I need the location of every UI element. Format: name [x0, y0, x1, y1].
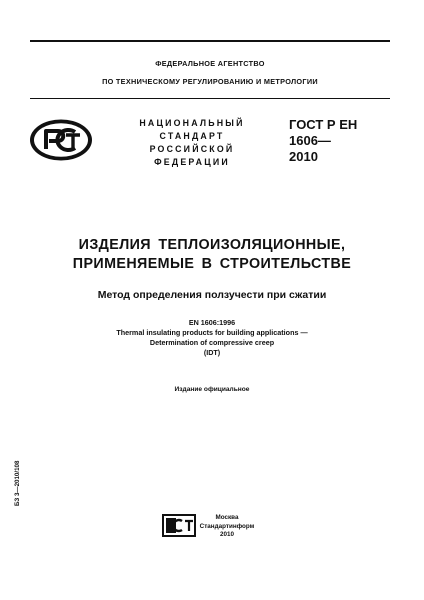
standard-designation — [289, 117, 389, 165]
national-line-3: РОССИЙСКОЙ — [149, 144, 235, 154]
designation-line-1: ГОСТ Р ЕН — [289, 117, 358, 132]
national-line-4: ФЕДЕРАЦИИ — [154, 157, 230, 167]
en-reference — [20, 318, 404, 358]
publisher-block — [196, 514, 258, 540]
rst-emblem-icon — [28, 118, 94, 162]
designation-line-2: 1606— — [289, 133, 331, 148]
national-line-2: СТАНДАРТ — [159, 131, 225, 141]
publisher-name: Стандартинформ — [199, 522, 255, 530]
agency-name: ФЕДЕРАЛЬНОЕ АГЕНТСТВО — [155, 59, 265, 68]
standartinform-logo-icon — [162, 514, 196, 537]
title-line-1: ИЗДЕЛИЯ ТЕПЛОИЗОЛЯЦИОННЫЕ, — [78, 237, 346, 253]
document-title — [20, 236, 404, 274]
title-line-2: ПРИМЕНЯЕМЫЕ В СТРОИТЕЛЬСТВЕ — [72, 256, 352, 272]
national-standard-label — [112, 117, 272, 169]
edition-label: Издание официальное — [174, 386, 250, 393]
agency-department: ПО ТЕХНИЧЕСКОМУ РЕГУЛИРОВАНИЮ И МЕТРОЛОГИИ — [102, 77, 318, 86]
en-line-4: (IDT) — [203, 348, 221, 357]
side-code: БЗ 3—2010/108 — [14, 460, 21, 506]
en-line-1: EN 1606:1996 — [188, 318, 236, 327]
document-subtitle: Метод определения ползучести при сжатии — [97, 289, 327, 301]
publisher-city: Москва — [215, 514, 239, 521]
national-line-1: НАЦИОНАЛЬНЫЙ — [139, 118, 245, 128]
en-line-3: Determination of compressive creep — [149, 338, 275, 347]
top-rule — [30, 40, 390, 42]
en-line-2: Thermal insulating products for building applications — — [116, 328, 308, 337]
publisher-year: 2010 — [219, 531, 234, 538]
designation-line-3: 2010 — [289, 149, 318, 164]
header-rule — [30, 98, 390, 99]
